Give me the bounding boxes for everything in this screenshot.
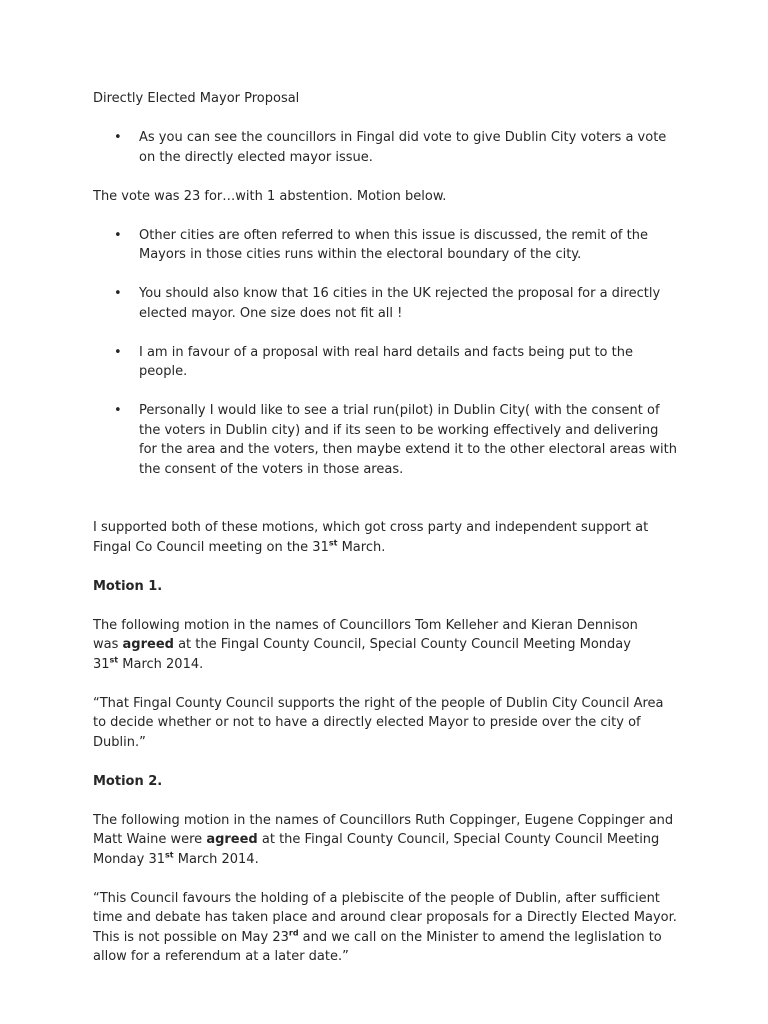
document-body <box>93 89 678 986</box>
agreed-label: agreed <box>206 832 258 847</box>
motion-2-quote-text: and we call on the Minister to amend the leglislation to allow for a referendum at a later date.” <box>93 929 662 964</box>
list-item-text: Other cities are often referred to when this issue is discussed, the remit of the Mayors in those cities runs within the electoral boundary of the city. <box>139 227 648 262</box>
ordinal-suffix: st <box>328 538 338 548</box>
bullet-list-1 <box>93 128 678 167</box>
motion-2-date-rest: March 2014. <box>173 851 259 867</box>
motion-2-quote-text: “This Council favours the holding of a plebiscite of the people of Dublin, after sufficient time and debate has taken place and around clear proposals for a Directly Elected Mayor. This is not possible on May 23 <box>93 890 677 945</box>
motion-1-intro-text: at the Fingal County Council, Special County Council Meeting Monday <box>173 637 631 652</box>
motion-1-intro <box>93 616 678 675</box>
list-item-text: Personally I would like to see a trial run(pilot) in Dublin City( with the consent of the voters in Dublin city) and if its seen to be working effectively and delivering for the area and the voters, then maybe extend it to the other electoral areas with the consent of the voters in those areas. <box>139 403 677 477</box>
bullet-icon: • <box>114 130 122 145</box>
motion-2-intro <box>93 811 678 870</box>
list-item <box>93 401 678 479</box>
list-item-text: As you can see the councillors in Fingal did vote to give Dublin City voters a vote on the directly elected mayor issue. <box>139 130 667 165</box>
bullet-icon: • <box>114 344 122 360</box>
bullet-icon: • <box>114 227 122 243</box>
list-item-text: I am in favour of a proposal with real hard details and facts being put to the people. <box>139 344 633 379</box>
document-title: Directly Elected Mayor Proposal <box>93 91 300 106</box>
motion-2-intro-text: at the Fingal County Council, Special County Council Meeting Monday 31 <box>93 832 660 867</box>
motion-1-heading: Motion 1. <box>93 578 163 594</box>
bullet-icon: • <box>114 403 122 418</box>
list-item-text: You should also know that 16 cities in the UK rejected the proposal for a directly elected mayor. One size does not fit all ! <box>139 286 661 321</box>
support-text: I supported both of these motions, which got cross party and independent support at Fingal Co Council meeting on the 31 <box>93 520 649 555</box>
motion-2-heading: Motion 2. <box>93 773 163 789</box>
motion-2-quote <box>93 889 678 967</box>
motion-1-intro-line: The following motion in the names of Councillors Tom Kelleher and Kieran Dennison <box>93 617 638 633</box>
list-item <box>93 284 678 323</box>
motion-1-quote: “That Fingal County Council supports the right of the people of Dublin City Council Area to decide whether or not to have a directly elected Mayor to preside over the city of Dublin.” <box>93 695 664 750</box>
list-item <box>93 128 678 167</box>
motion-1-date: 31 <box>93 656 110 672</box>
ordinal-suffix: st <box>109 655 119 665</box>
agreed-label: agreed <box>122 637 174 652</box>
spacer <box>93 499 678 519</box>
motion-1-intro-text: was <box>93 637 123 652</box>
ordinal-suffix: rd <box>288 928 299 938</box>
support-paragraph <box>93 518 678 557</box>
bullet-list-2 <box>93 226 678 480</box>
list-item <box>93 343 678 382</box>
bullet-icon: • <box>114 286 122 301</box>
motion-1-date-rest: March 2014. <box>118 656 204 672</box>
vote-summary: The vote was 23 for…with 1 abstention. Motion below. <box>93 188 447 204</box>
ordinal-suffix: st <box>165 850 174 860</box>
motion-2-intro-text: The following motion in the names of Councillors Ruth Coppinger, Eugene Coppinger and Matt Waine were <box>93 812 674 847</box>
support-text-end: March. <box>337 539 386 555</box>
list-item <box>93 226 678 265</box>
